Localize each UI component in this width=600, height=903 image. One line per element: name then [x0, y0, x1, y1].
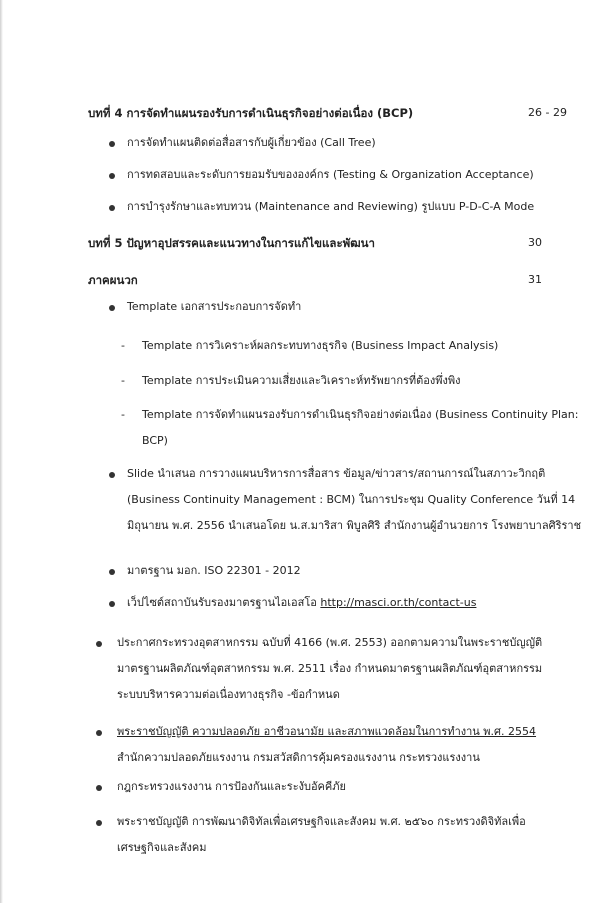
slide-line-3: มิถุนายน พ.ศ. 2556 นำเสนอโดย น.ส.มาริสา พิบูลศิริ สำนักงานผู้อำนวยการ โรงพยาบาลศิริราช [127, 519, 582, 532]
template-heading: Template เอกสารประกอบการจัดทำ [127, 300, 302, 313]
chapter4-heading: บทที่ 4 การจัดทำแผนรองรับการดำเนินธุรกิจอย่างต่อเนื่อง (BCP) [88, 106, 414, 120]
chapter4-pages: 26 - 29 [528, 106, 567, 119]
dash-icon: - [121, 374, 125, 387]
bullet-icon [109, 173, 115, 179]
bullet-icon [96, 730, 102, 736]
labor-rule: กฎกระทรวงแรงงาน การป้องกันและระงับอัคคีภัย [117, 780, 346, 793]
slide-line-2: (Business Continuity Management : BCM) ในการประชุม Quality Conference วันที่ 14 [127, 493, 576, 506]
announcement-line-3: ระบบบริหารความต่อเนื่องทางธุรกิจ -ข้อกำหนด [117, 688, 340, 701]
website-label: เว็ปไซต์สถาบันรับรองมาตรฐานไอเอสโอ [127, 596, 317, 609]
template-bcp: Template การจัดทำแผนรองรับการดำเนินธุรกิจอย่างต่อเนื่อง (Business Continuity Plan: [142, 408, 579, 421]
bullet-icon [109, 305, 115, 311]
standard-iso: มาตรฐาน มอก. ISO 22301 - 2012 [127, 564, 301, 577]
website-link[interactable]: http://masci.or.th/contact-us [320, 596, 477, 609]
appendix-heading: ภาคผนวก [88, 273, 138, 287]
bullet-icon [109, 472, 115, 478]
safety-act-title: พระราชบัญญัติ ความปลอดภัย อาชีวอนามัย และสภาพแวดล้อมในการทำงาน พ.ศ. 2554 [117, 725, 537, 738]
digital-act-line-2: เศรษฐกิจและสังคม [117, 841, 207, 854]
bullet-icon [109, 601, 115, 607]
bullet-icon [109, 141, 115, 147]
scan-edge-shadow [0, 0, 3, 903]
bullet-icon [96, 641, 102, 647]
website-line [127, 596, 476, 610]
chapter5-heading: บทที่ 5 ปัญหาอุปสรรคและแนวทางในการแก้ไขและพัฒนา [88, 236, 375, 250]
announcement-line-1: ประกาศกระทรวงอุตสาหกรรม ฉบับที่ 4166 (พ.ศ. 2553) ออกตามความในพระราชบัญญัติ [117, 636, 543, 649]
chapter4-item-maintenance: การบำรุงรักษาและทบทวน (Maintenance and Reviewing) รูปแบบ P-D-C-A Mode [127, 200, 535, 213]
bullet-icon [96, 820, 102, 826]
template-bcp-cont: BCP) [142, 434, 168, 447]
slide-line-1: Slide นำเสนอ การวางแผนบริหารการสื่อสาร ข้อมูล/ข่าวสาร/สถานการณ์ในสภาวะวิกฤติ [127, 467, 546, 480]
chapter4-item-call-tree: การจัดทำแผนติดต่อสื่อสารกับผู้เกี่ยวข้อง (Call Tree) [127, 136, 376, 149]
bullet-icon [96, 785, 102, 791]
digital-act-line-1: พระราชบัญญัติ การพัฒนาดิจิทัลเพื่อเศรษฐกิจและสังคม พ.ศ. ๒๕๖๐ กระทรวงดิจิทัลเพื่อ [117, 815, 526, 828]
announcement-line-2: มาตรฐานผลิตภัณฑ์อุตสาหกรรม พ.ศ. 2511 เรื่อง กำหนดมาตรฐานผลิตภัณฑ์อุตสาหกรรม [117, 662, 543, 675]
template-risk: Template การประเมินความเสี่ยงและวิเคราะห์ทรัพยากรที่ต้องพึ่งพิง [142, 374, 461, 387]
chapter4-item-testing: การทดสอบและระดับการยอมรับขององค์กร (Testing & Organization Acceptance) [127, 168, 534, 181]
dash-icon: - [121, 408, 125, 421]
bullet-icon [109, 205, 115, 211]
template-bia: Template การวิเคราะห์ผลกระทบทางธุรกิจ (Business Impact Analysis) [142, 339, 499, 352]
safety-act-agency: สำนักความปลอดภัยแรงงาน กรมสวัสดิการคุ้มครองแรงงาน กระทรวงแรงงาน [117, 751, 480, 764]
bullet-icon [109, 569, 115, 575]
chapter5-page: 30 [528, 236, 542, 249]
appendix-page: 31 [528, 273, 542, 286]
dash-icon: - [121, 339, 125, 352]
